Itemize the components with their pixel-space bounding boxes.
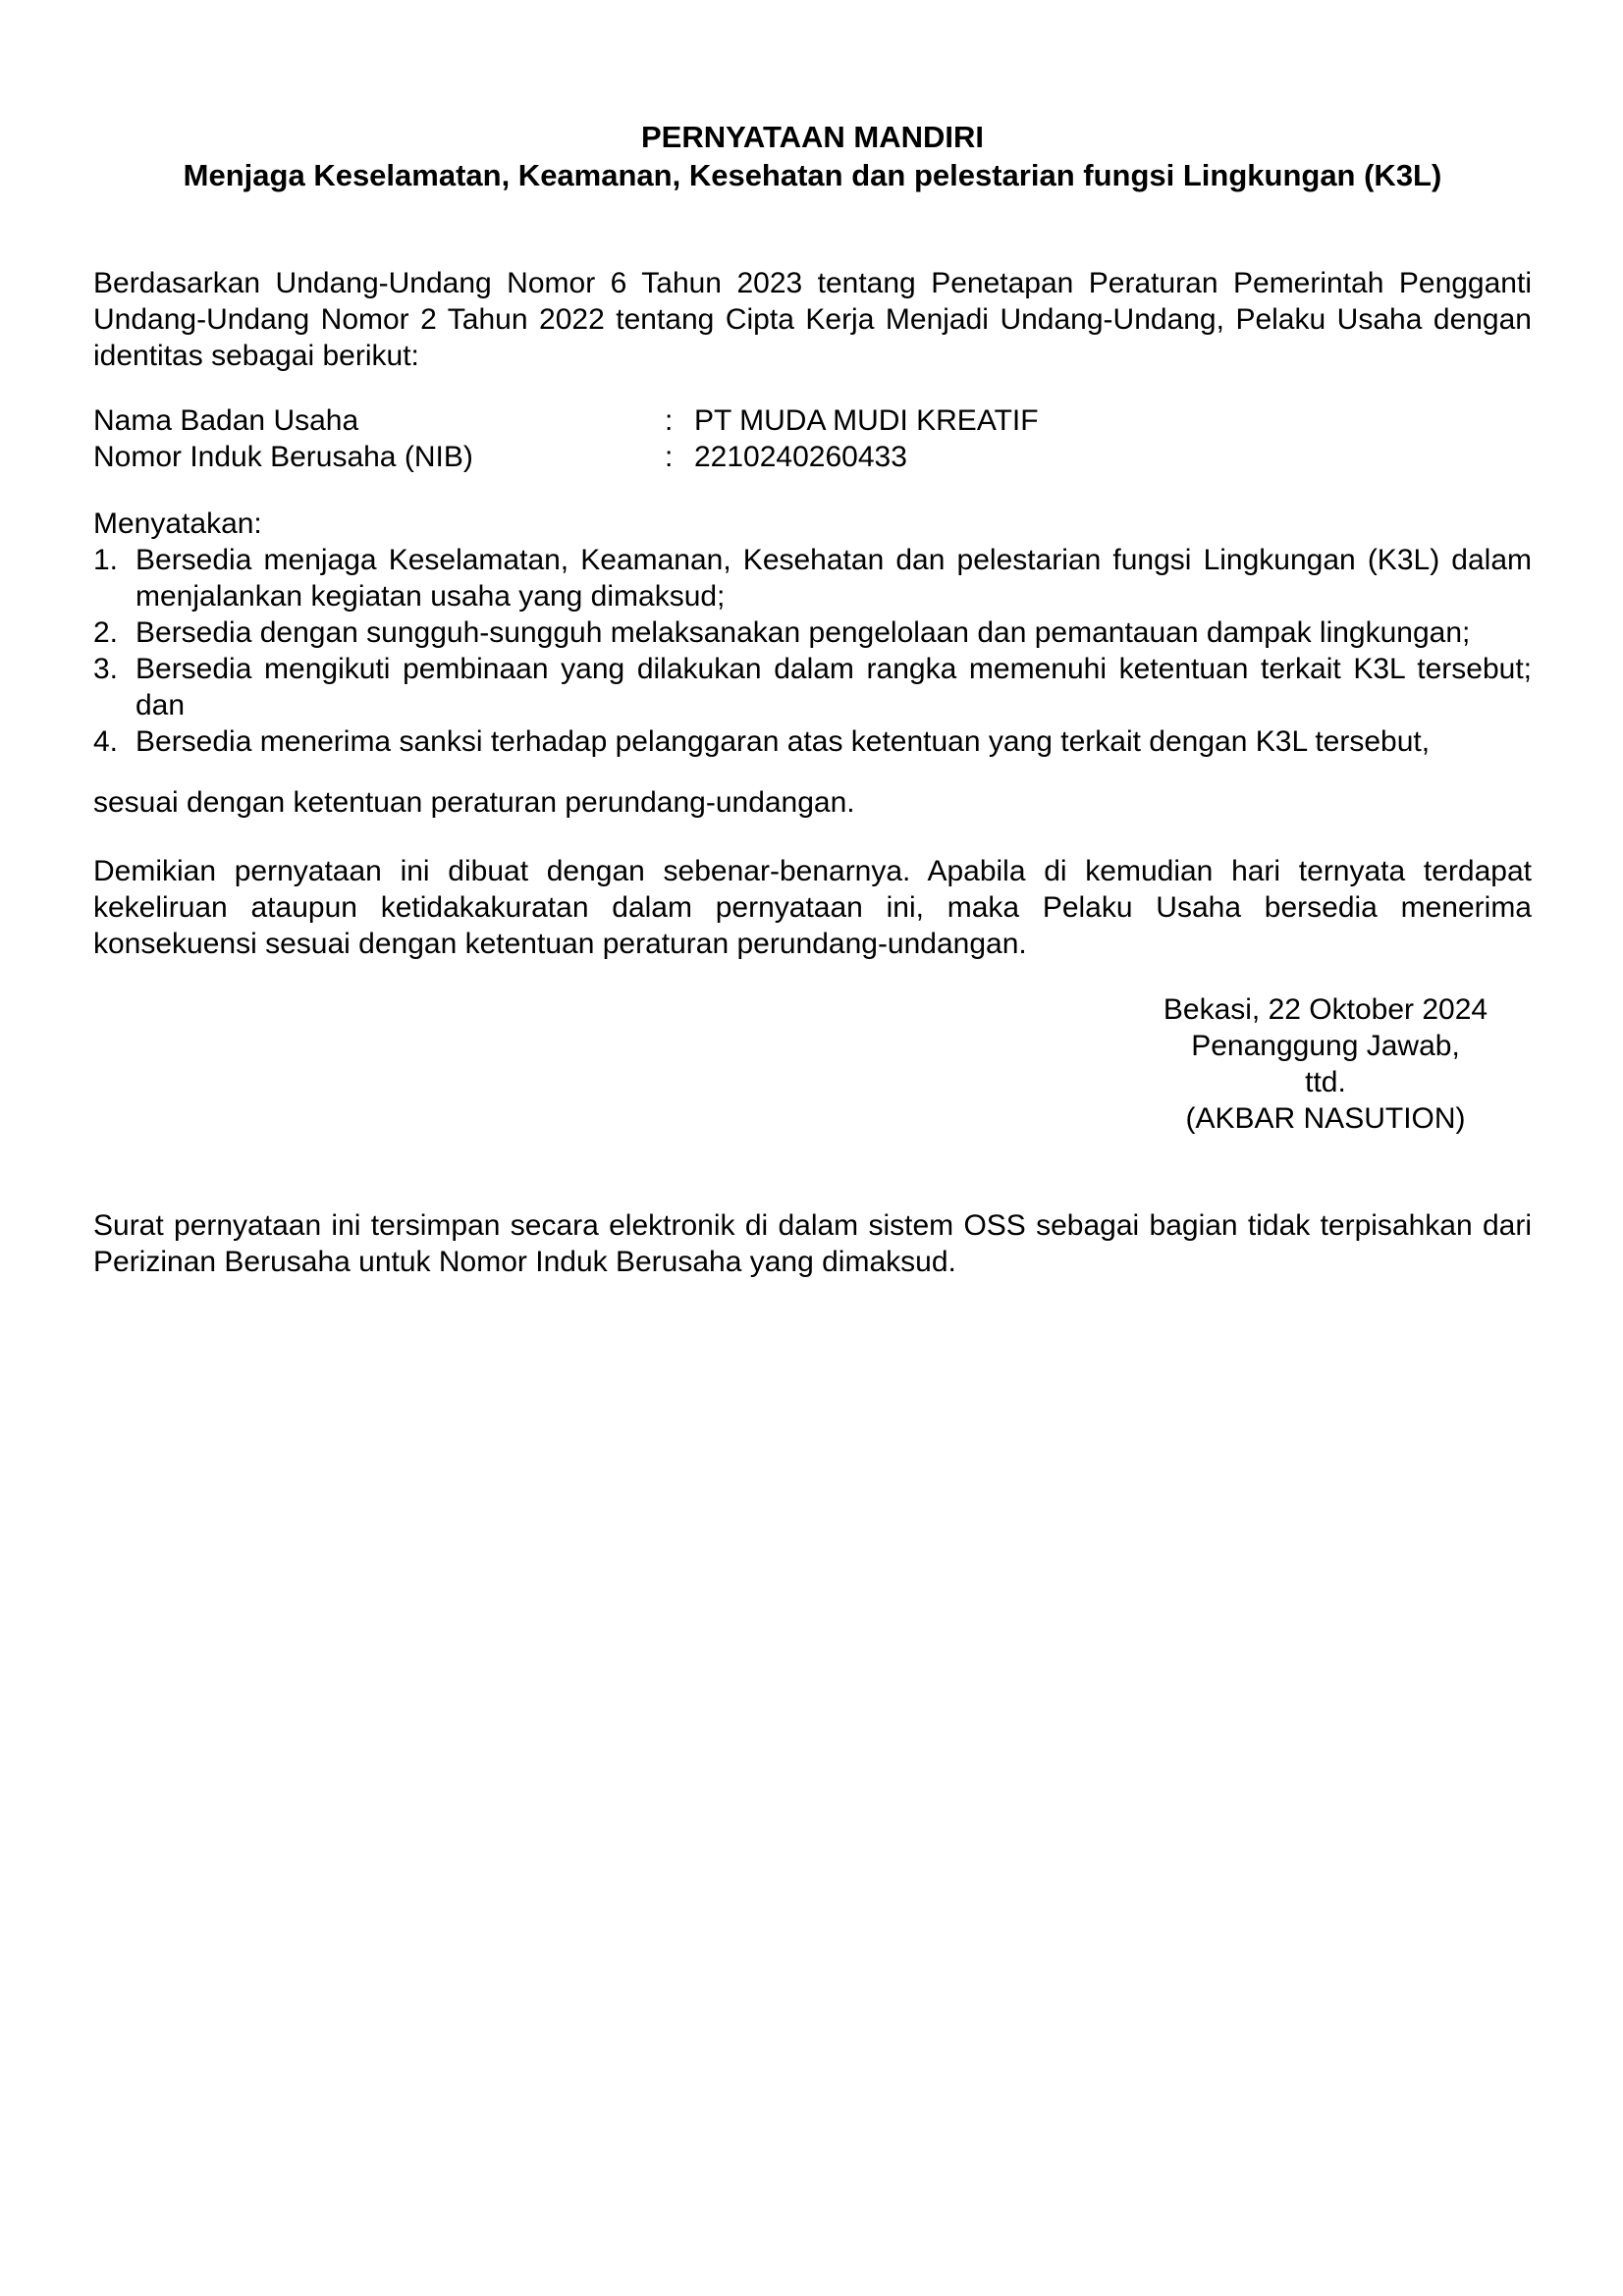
identity-colon: :: [665, 404, 674, 437]
identity-label: Nomor Induk Berusaha (NIB): [93, 441, 473, 473]
item-number: 4.: [93, 725, 119, 758]
signature-place-date: Bekasi, 22 Oktober 2024: [1163, 993, 1488, 1026]
closing-paragraph: Demikian pernyataan ini dibuat dengan sebenar-benarnya. Apabila di kemudian hari ternyata terdapat kekeliruan ataupun ketidakakuratan dalam pernyataan ini, maka Pelaku Usaha bersedia menerima konsekuensi sesuai dengan ketentuan peraturan perundang-undangan.: [93, 855, 1532, 960]
declaration-item: [93, 723, 1532, 760]
document-header: [93, 118, 1532, 194]
closing-clause: sesuai dengan ketentuan peraturan perundang-undangan.: [93, 786, 855, 819]
declaration-item: [93, 542, 1532, 614]
identity-value: 2210240260433: [694, 441, 907, 473]
item-number: 2.: [93, 616, 119, 649]
signature-role: Penanggung Jawab,: [1191, 1030, 1460, 1062]
item-text: Bersedia menjaga Keselamatan, Keamanan, Kesehatan dan pelestarian fungsi Lingkungan (K3L) dalam menjalankan kegiatan usaha yang dimaksud;: [135, 544, 1532, 613]
identity-table: [93, 402, 1532, 475]
declaration-item: [93, 651, 1532, 723]
declaration-item: [93, 614, 1532, 651]
signature-name: (AKBAR NASUTION): [1185, 1102, 1466, 1135]
signature-ttd: ttd.: [1305, 1066, 1346, 1098]
declaration-heading: Menyatakan:: [93, 507, 262, 540]
identity-label: Nama Badan Usaha: [93, 404, 359, 437]
item-number: 1.: [93, 544, 119, 576]
signature-block: [1119, 991, 1532, 1137]
item-text: Bersedia menerima sanksi terhadap pelanggaran atas ketentuan yang terkait dengan K3L tersebut,: [135, 725, 1431, 758]
identity-colon: :: [665, 441, 674, 473]
document-title: PERNYATAAN MANDIRI: [640, 120, 985, 154]
footer-note: Surat pernyataan ini tersimpan secara elektronik di dalam sistem OSS sebagai bagian tidak terpisahkan dari Perizinan Berusaha untuk Nomor Induk Berusaha yang dimaksud.: [93, 1209, 1532, 1278]
item-number: 3.: [93, 653, 119, 685]
item-text: Bersedia dengan sungguh-sungguh melaksanakan pengelolaan dan pemantauan dampak lingkungan;: [135, 616, 1471, 649]
identity-value: PT MUDA MUDI KREATIF: [694, 404, 1039, 437]
item-text: Bersedia mengikuti pembinaan yang dilakukan dalam rangka memenuhi ketentuan terkait K3L tersebut; dan: [135, 653, 1532, 721]
intro-paragraph: Berdasarkan Undang-Undang Nomor 6 Tahun 2023 tentang Penetapan Peraturan Pemerintah Pengganti Undang-Undang Nomor 2 Tahun 2022 tentang Cipta Kerja Menjadi Undang-Undang, Pelaku Usaha dengan identitas sebagai berikut:: [93, 267, 1532, 372]
declaration-list: [93, 542, 1532, 760]
document-subtitle: Menjaga Keselamatan, Keamanan, Kesehatan dan pelestarian fungsi Lingkungan (K3L): [183, 158, 1442, 192]
